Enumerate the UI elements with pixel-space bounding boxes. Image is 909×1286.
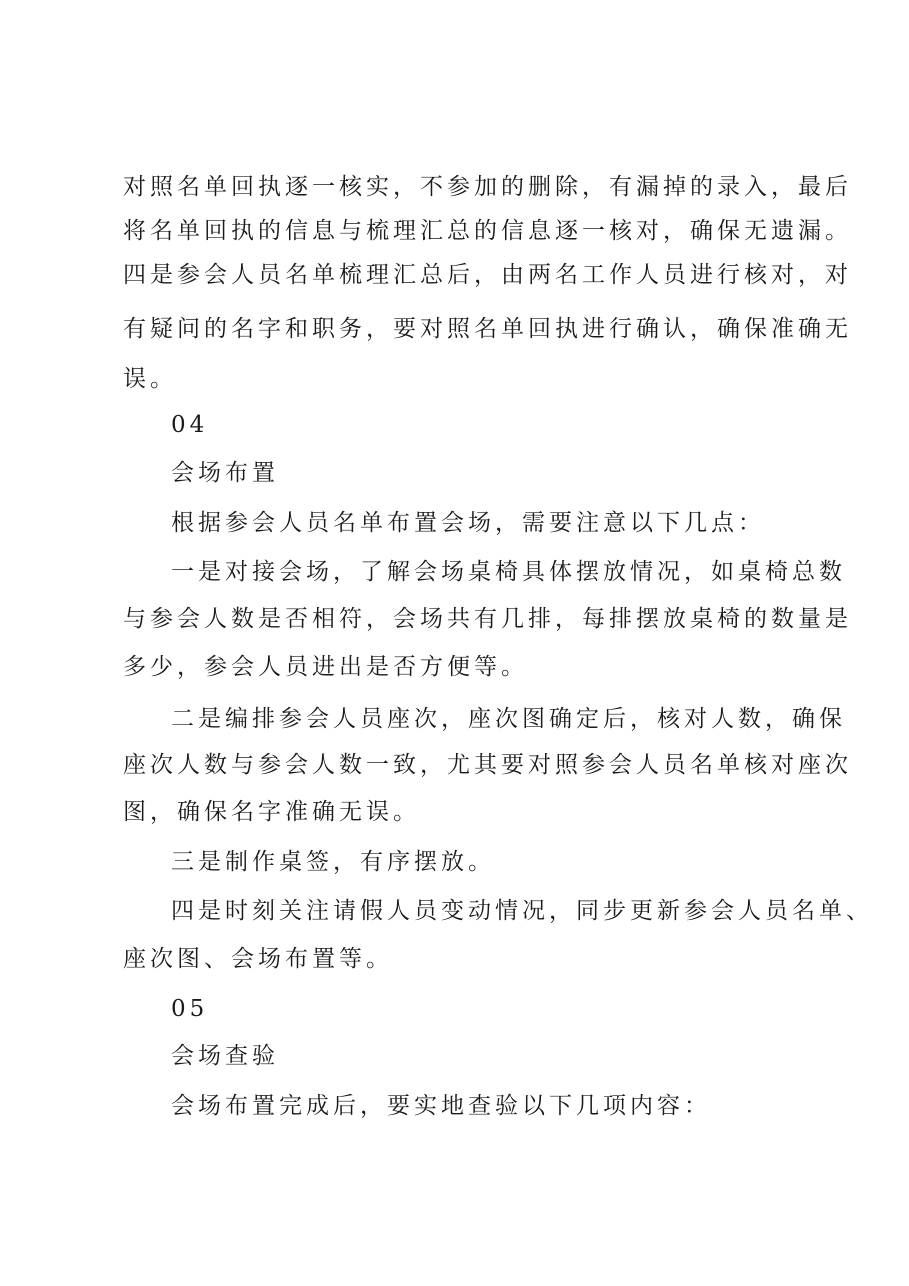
section-heading: 会场查验 — [171, 1043, 279, 1069]
text-line: 二是编排参会人员座次，座次图确定后，核对人数，确保 — [171, 706, 846, 732]
text-line: 图，确保名字准确无误。 — [123, 799, 420, 825]
text-line: 对照名单回执逐一核实，不参加的删除，有漏掉的录入，最后 — [123, 174, 852, 200]
text-line: 将名单回执的信息与梳理汇总的信息逐一核对，确保无遗漏。 — [123, 218, 852, 244]
text-line: 三是制作桌签，有序摆放。 — [171, 849, 495, 875]
text-line: 与参会人数是否相符，会场共有几排，每排摆放桌椅的数量是 — [123, 606, 852, 632]
text-line: 座次图、会场布置等。 — [123, 946, 393, 972]
section-heading: 会场布置 — [171, 460, 279, 486]
text-line: 误。 — [123, 366, 177, 392]
section-number: 05 — [171, 996, 209, 1022]
section-number: 04 — [171, 412, 209, 438]
text-line: 四是参会人员名单梳理汇总后，由两名工作人员进行核对，对 — [123, 262, 852, 288]
text-line: 多少，参会人员进出是否方便等。 — [123, 654, 528, 680]
text-line: 座次人数与参会人数一致，尤其要对照参会人员名单核对座次 — [123, 752, 852, 778]
text-line: 有疑问的名字和职务，要对照名单回执进行确认，确保准确无 — [123, 316, 852, 342]
text-line: 四是时刻关注请假人员变动情况，同步更新参会人员名单、 — [171, 898, 873, 924]
text-line: 一是对接会场，了解会场桌椅具体摆放情况，如桌椅总数 — [171, 559, 846, 585]
text-line: 根据参会人员名单布置会场，需要注意以下几点： — [171, 510, 765, 536]
text-line: 会场布置完成后，要实地查验以下几项内容： — [171, 1093, 711, 1119]
